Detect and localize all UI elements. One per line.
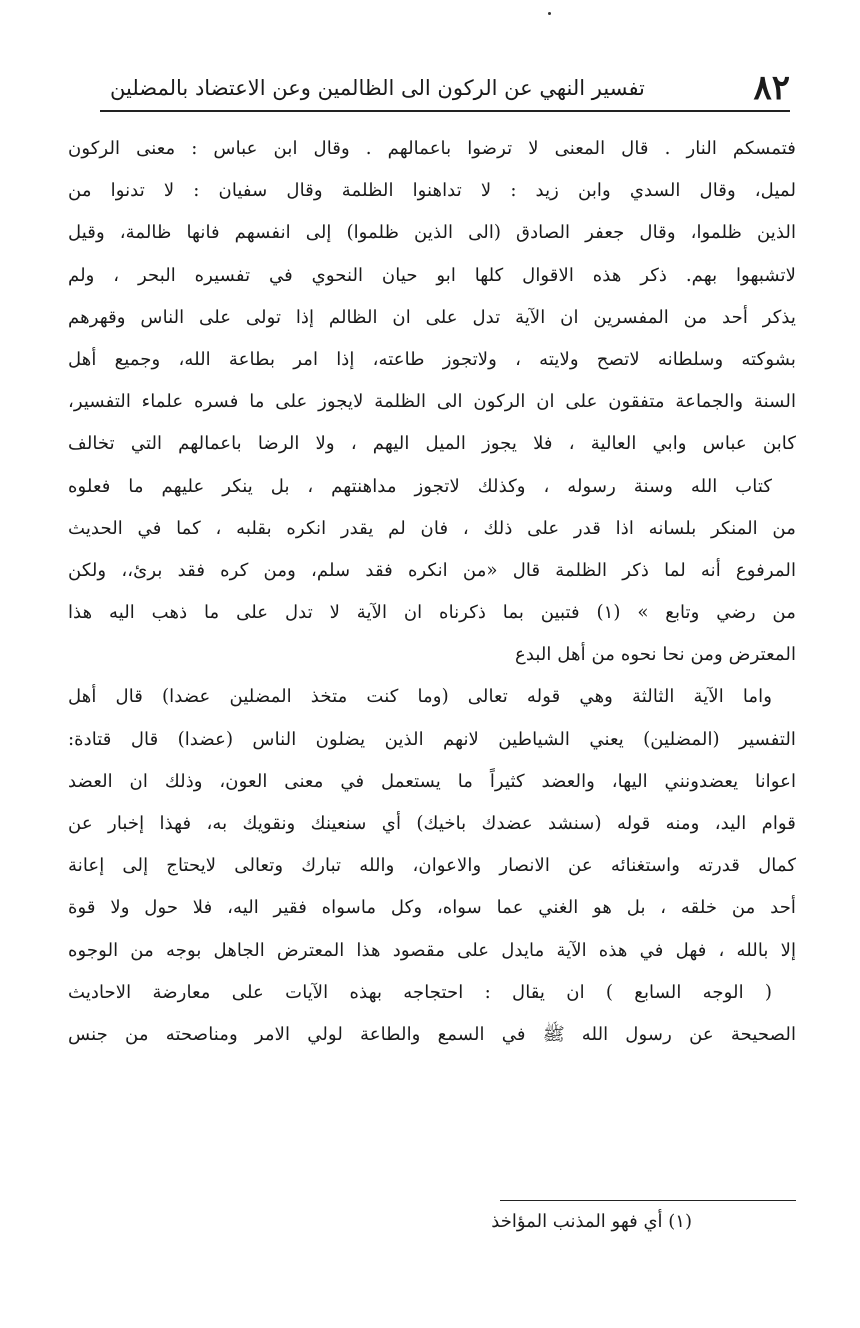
text-line: من المنكر بلسانه اذا قدر على ذلك ، فان لم يقدر انكره بقلبه ، كما في الحديث [68, 517, 796, 539]
footnote-rule [500, 1200, 796, 1201]
text-line: إلا بالله ، فهل في هذه الآية مايدل على مقصود هذا المعترض الجاهل بوجه من الوجوه [68, 939, 796, 961]
text-line: التفسير (المضلين) يعني الشياطين لانهم الذين يضلون الناس (عضدا) قال قتادة: [68, 728, 796, 750]
text-line: بشوكته وسلطانه لاتصح ولايته ، ولاتجوز طاعته، إذا امر بطاعة الله، وجميع أهل [68, 348, 796, 370]
text-line: الذين ظلموا، وقال جعفر الصادق (الى الذين ظلموا) إلى انفسهم فانها ظالمة، وقيل [68, 222, 796, 244]
text-line: يذكر أحد من المفسرين ان الآية تدل على ان الظالم إذا تولى على الناس وقهرهم [68, 306, 796, 328]
text-line: كتاب الله وسنة رسوله ، وكذلك لاتجوز مداهنتهم ، بل ينكر عليهم ما فعلوه [68, 475, 772, 497]
text-line: المرفوع أنه لما ذكر الظلمة قال «من انكره فقد سلم، ومن كره فقد برئ،، ولكن [68, 559, 796, 581]
running-title: تفسير النهي عن الركون الى الظالمين وعن الاعتضاد بالمضلين [110, 76, 645, 100]
text-line: قوام اليد، ومنه قوله (سنشد عضدك باخيك) أي سنعينك ونقويك به، فهذا إخبار عن [68, 813, 796, 834]
text-line: ( الوجه السابع ) ان يقال : احتجاجه بهذه الآيات على معارضة الاحاديث [68, 981, 772, 1003]
text-line: أحد من خلقه ، بل هو الغني عما سواه، وكل ماسواه فقير اليه، فلا حول ولا قوة [68, 897, 796, 919]
text-line: المعترض ومن نحا نحوه من أهل البدع [514, 644, 796, 666]
running-header [100, 58, 790, 108]
text-line: فتمسكم النار . قال المعنى لا ترضوا باعمالهم . وقال ابن عباس : معنى الركون [68, 138, 796, 159]
text-line: كمال قدرته واستغنائه عن الانصار والاعوان، والله تبارك وتعالى لايحتاج إلى إعانة [68, 855, 796, 877]
body-text [68, 128, 796, 1056]
page-number: ٨٢ [753, 68, 790, 108]
text-line: لميل، وقال السدي وابن زيد : لا تداهنوا الظلمة وقال سفيان : لا تدنوا من [68, 180, 796, 202]
header-rule [100, 110, 790, 112]
text-line: لاتشبهوا بهم. ذكر هذه الاقوال كلها ابو حيان النحوي في تفسيره البحر ، ولم [68, 264, 796, 286]
page-speck [548, 12, 551, 15]
text-line: من رضي وتابع » (١) فتبين بما ذكرناه ان الآية لا تدل على ما ذهب اليه هذا [68, 602, 796, 624]
text-line: اعوانا يعضدونني اليها، والعضد كثيراً ما يستعمل في معنى العون، وذلك ان العضد [68, 770, 796, 792]
text-line: السنة والجماعة متفقون على ان الركون الى الظلمة لايجوز على ما فسره علماء التفسير، [68, 391, 796, 413]
text-line: واما الآية الثالثة وهي قوله تعالى (وما كنت متخذ المضلين عضدا) قال أهل [68, 686, 772, 708]
footnote: (١) أي فهو المذنب المؤاخذ [491, 1211, 692, 1232]
text-line: كابن عباس وابي العالية ، فلا يجوز الميل اليهم ، ولا الرضا باعمالهم التي تخالف [68, 433, 796, 455]
text-line: الصحيحة عن رسول الله ﷺ في السمع والطاعة لولي الامر ومناصحته من جنس [68, 1023, 796, 1045]
